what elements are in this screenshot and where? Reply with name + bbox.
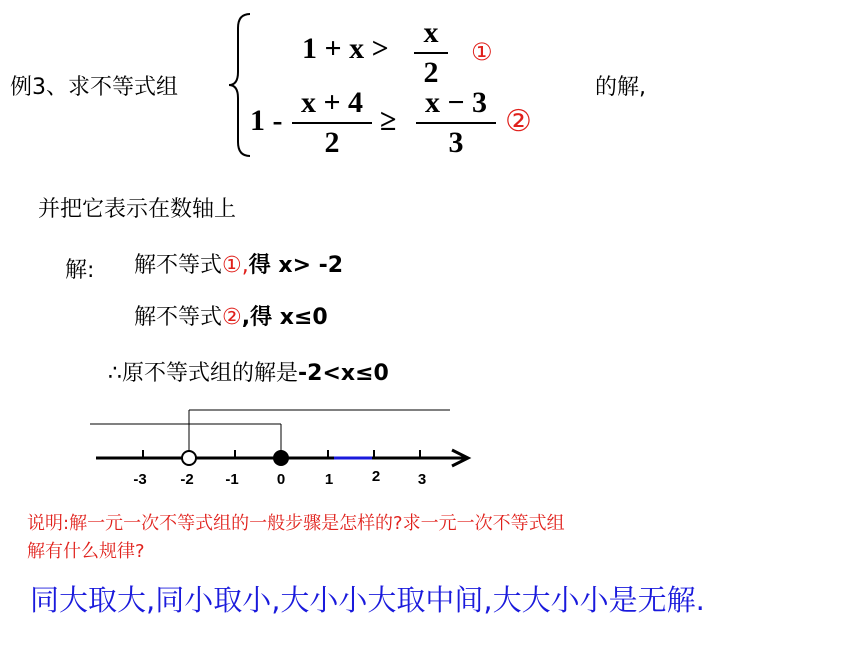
tick-label-neg2: -2	[180, 471, 194, 488]
rule-text: 同大取大,同小取小,大小小大取中间,大大小小是无解.	[30, 583, 705, 617]
mark-1: ①	[471, 38, 493, 66]
problem-prefix: 例3、求不等式组	[10, 75, 178, 100]
closed-circle-0	[273, 450, 289, 466]
step1-mark: ①,	[222, 253, 249, 278]
note-line-2: 解有什么规律?	[27, 541, 145, 562]
problem-line2: 并把它表示在数轴上	[38, 197, 237, 222]
tick-label-neg1: -1	[225, 471, 239, 488]
tick-label-2: 2	[371, 468, 381, 485]
tick-label-3: 3	[417, 471, 427, 488]
tick-label-0: 0	[276, 471, 286, 488]
problem-suffix: 的解,	[595, 75, 646, 100]
solution-conclusion: ∴原不等式组的解是-2<x≤0	[108, 361, 389, 386]
solution-label: 解:	[65, 258, 95, 283]
solution-step-2: 解不等式②,得 x≤0	[134, 305, 328, 330]
ineq2-frac2-denominator: 3	[448, 126, 464, 159]
number-line	[0, 400, 500, 492]
ineq2-frac2-numerator: x − 3	[424, 86, 488, 119]
mark-2: ②	[505, 104, 532, 139]
ineq1-fraction	[414, 16, 448, 90]
ineq2-frac1-numerator: x + 4	[300, 86, 364, 119]
ineq2-lhs: 1 -	[250, 104, 283, 137]
tick-label-1: 1	[324, 471, 334, 488]
ineq2-frac1-denominator: 2	[324, 126, 340, 159]
open-circle-neg2	[182, 451, 196, 465]
ineq2-relation: ≥	[380, 104, 397, 137]
ineq1-numerator: x	[423, 16, 439, 49]
tick-label-neg3: -3	[133, 471, 147, 488]
ineq2-fraction-2	[416, 86, 496, 160]
ineq1-lhs: 1 + x >	[302, 32, 389, 65]
solution-step-1: 解不等式①,得 x> -2	[134, 253, 344, 278]
note-line-1: 说明:解一元一次不等式组的一般步骤是怎样的?求一元一次不等式组	[27, 513, 565, 534]
ineq2-fraction-1	[292, 86, 372, 160]
ineq1-denominator: 2	[423, 56, 439, 89]
step2-mark: ②	[222, 305, 242, 330]
